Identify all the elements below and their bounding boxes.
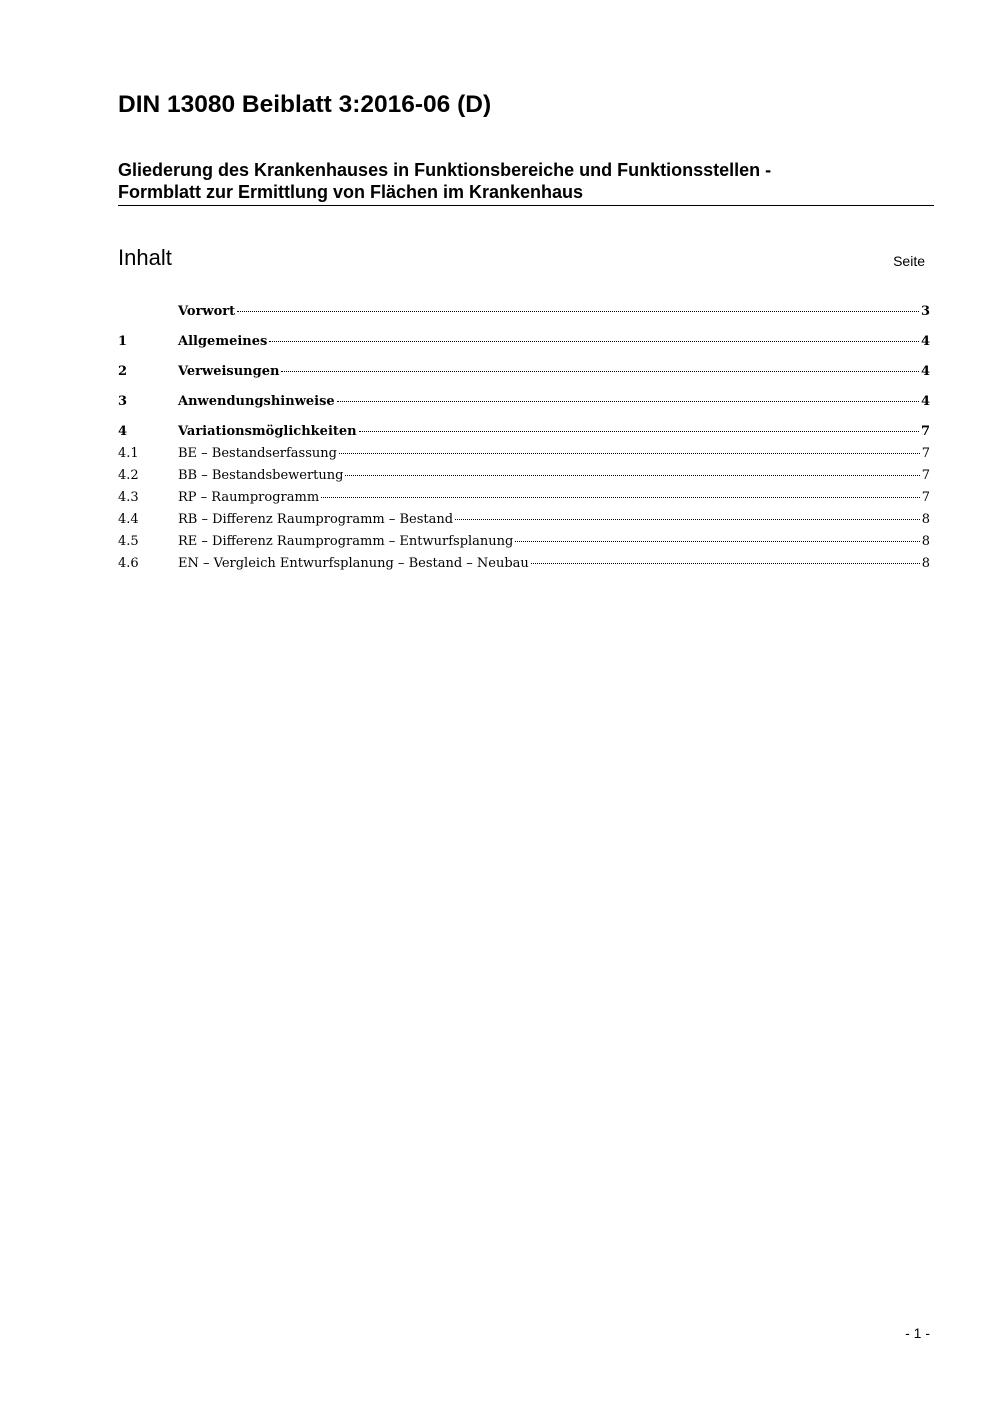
toc-entry-label: RP – Raumprogramm xyxy=(178,490,320,505)
subtitle-line-2: Formblatt zur Ermittlung von Flächen im Krankenhaus xyxy=(118,182,584,202)
toc-dot-leader xyxy=(531,563,920,564)
toc-entry-1[interactable] xyxy=(118,333,930,355)
toc-entry-4-5[interactable] xyxy=(118,533,930,555)
toc-entry-number: 4 xyxy=(118,424,128,439)
toc-entry-number: 2 xyxy=(118,364,128,379)
toc-entry-4-6[interactable] xyxy=(118,555,930,577)
toc-dot-leader xyxy=(337,401,919,402)
toc-entry-page: 4 xyxy=(920,334,930,349)
toc-entry-page: 7 xyxy=(921,468,930,483)
toc-entry-label: Vorwort xyxy=(178,304,236,319)
toc-entry-3[interactable] xyxy=(118,393,930,415)
toc-entry-label: RE – Differenz Raumprogramm – Entwurfsplanung xyxy=(178,534,514,549)
toc-entry-4[interactable] xyxy=(118,423,930,445)
toc-entry-2[interactable] xyxy=(118,363,930,385)
toc-entry-page: 7 xyxy=(921,490,930,505)
toc-entry-number: 4.6 xyxy=(118,556,139,571)
toc-dot-leader xyxy=(269,341,919,342)
toc-entry-page: 7 xyxy=(921,446,930,461)
toc-entry-page: 3 xyxy=(920,304,930,319)
toc-entry-page: 4 xyxy=(920,364,930,379)
document-subtitle xyxy=(118,159,934,206)
toc-page-column-heading: Seite xyxy=(893,253,925,269)
toc-entry-label: Anwendungshinweise xyxy=(178,394,335,409)
toc-entry-4-4[interactable] xyxy=(118,511,930,533)
toc-entry-number: 4.2 xyxy=(118,468,139,483)
toc-dot-leader xyxy=(455,519,920,520)
subtitle-line-1: Gliederung des Krankenhauses in Funktionsbereiche und Funktionsstellen - xyxy=(118,160,772,180)
toc-entry-vorwort[interactable] xyxy=(118,303,930,325)
toc-entry-page: 8 xyxy=(921,556,930,571)
toc-entry-number: 1 xyxy=(118,334,128,349)
toc-entry-number: 4.4 xyxy=(118,512,139,527)
toc-dot-leader xyxy=(321,497,920,498)
table-of-contents xyxy=(118,303,930,577)
toc-dot-leader xyxy=(237,311,919,312)
toc-heading: Inhalt xyxy=(118,245,172,270)
toc-entry-label: Variationsmöglichkeiten xyxy=(178,424,357,439)
toc-entry-label: EN – Vergleich Entwurfsplanung – Bestand – Neubau xyxy=(178,556,529,571)
toc-entry-number: 4.5 xyxy=(118,534,139,549)
page-number: - 1 - xyxy=(905,1325,930,1341)
toc-entry-page: 4 xyxy=(920,394,930,409)
toc-entry-4-2[interactable] xyxy=(118,467,930,489)
toc-entry-page: 7 xyxy=(920,424,930,439)
toc-entry-label: Verweisungen xyxy=(178,364,280,379)
toc-dot-leader xyxy=(515,541,919,542)
toc-entry-page: 8 xyxy=(921,534,930,549)
toc-dot-leader xyxy=(345,475,919,476)
toc-entry-4-1[interactable] xyxy=(118,445,930,467)
toc-entry-number: 4.1 xyxy=(118,446,139,461)
toc-dot-leader xyxy=(281,371,919,372)
toc-dot-leader xyxy=(339,453,920,454)
toc-entry-page: 8 xyxy=(921,512,930,527)
document-title: DIN 13080 Beiblatt 3:2016-06 (D) xyxy=(118,91,492,118)
toc-entry-label: BB – Bestandsbewertung xyxy=(178,468,344,483)
toc-entry-4-3[interactable] xyxy=(118,489,930,511)
toc-entry-number: 3 xyxy=(118,394,128,409)
toc-dot-leader xyxy=(359,431,919,432)
toc-entry-label: RB – Differenz Raumprogramm – Bestand xyxy=(178,512,454,527)
toc-entry-label: BE – Bestandserfassung xyxy=(178,446,337,461)
toc-entry-label: Allgemeines xyxy=(178,334,268,349)
toc-entry-number: 4.3 xyxy=(118,490,139,505)
